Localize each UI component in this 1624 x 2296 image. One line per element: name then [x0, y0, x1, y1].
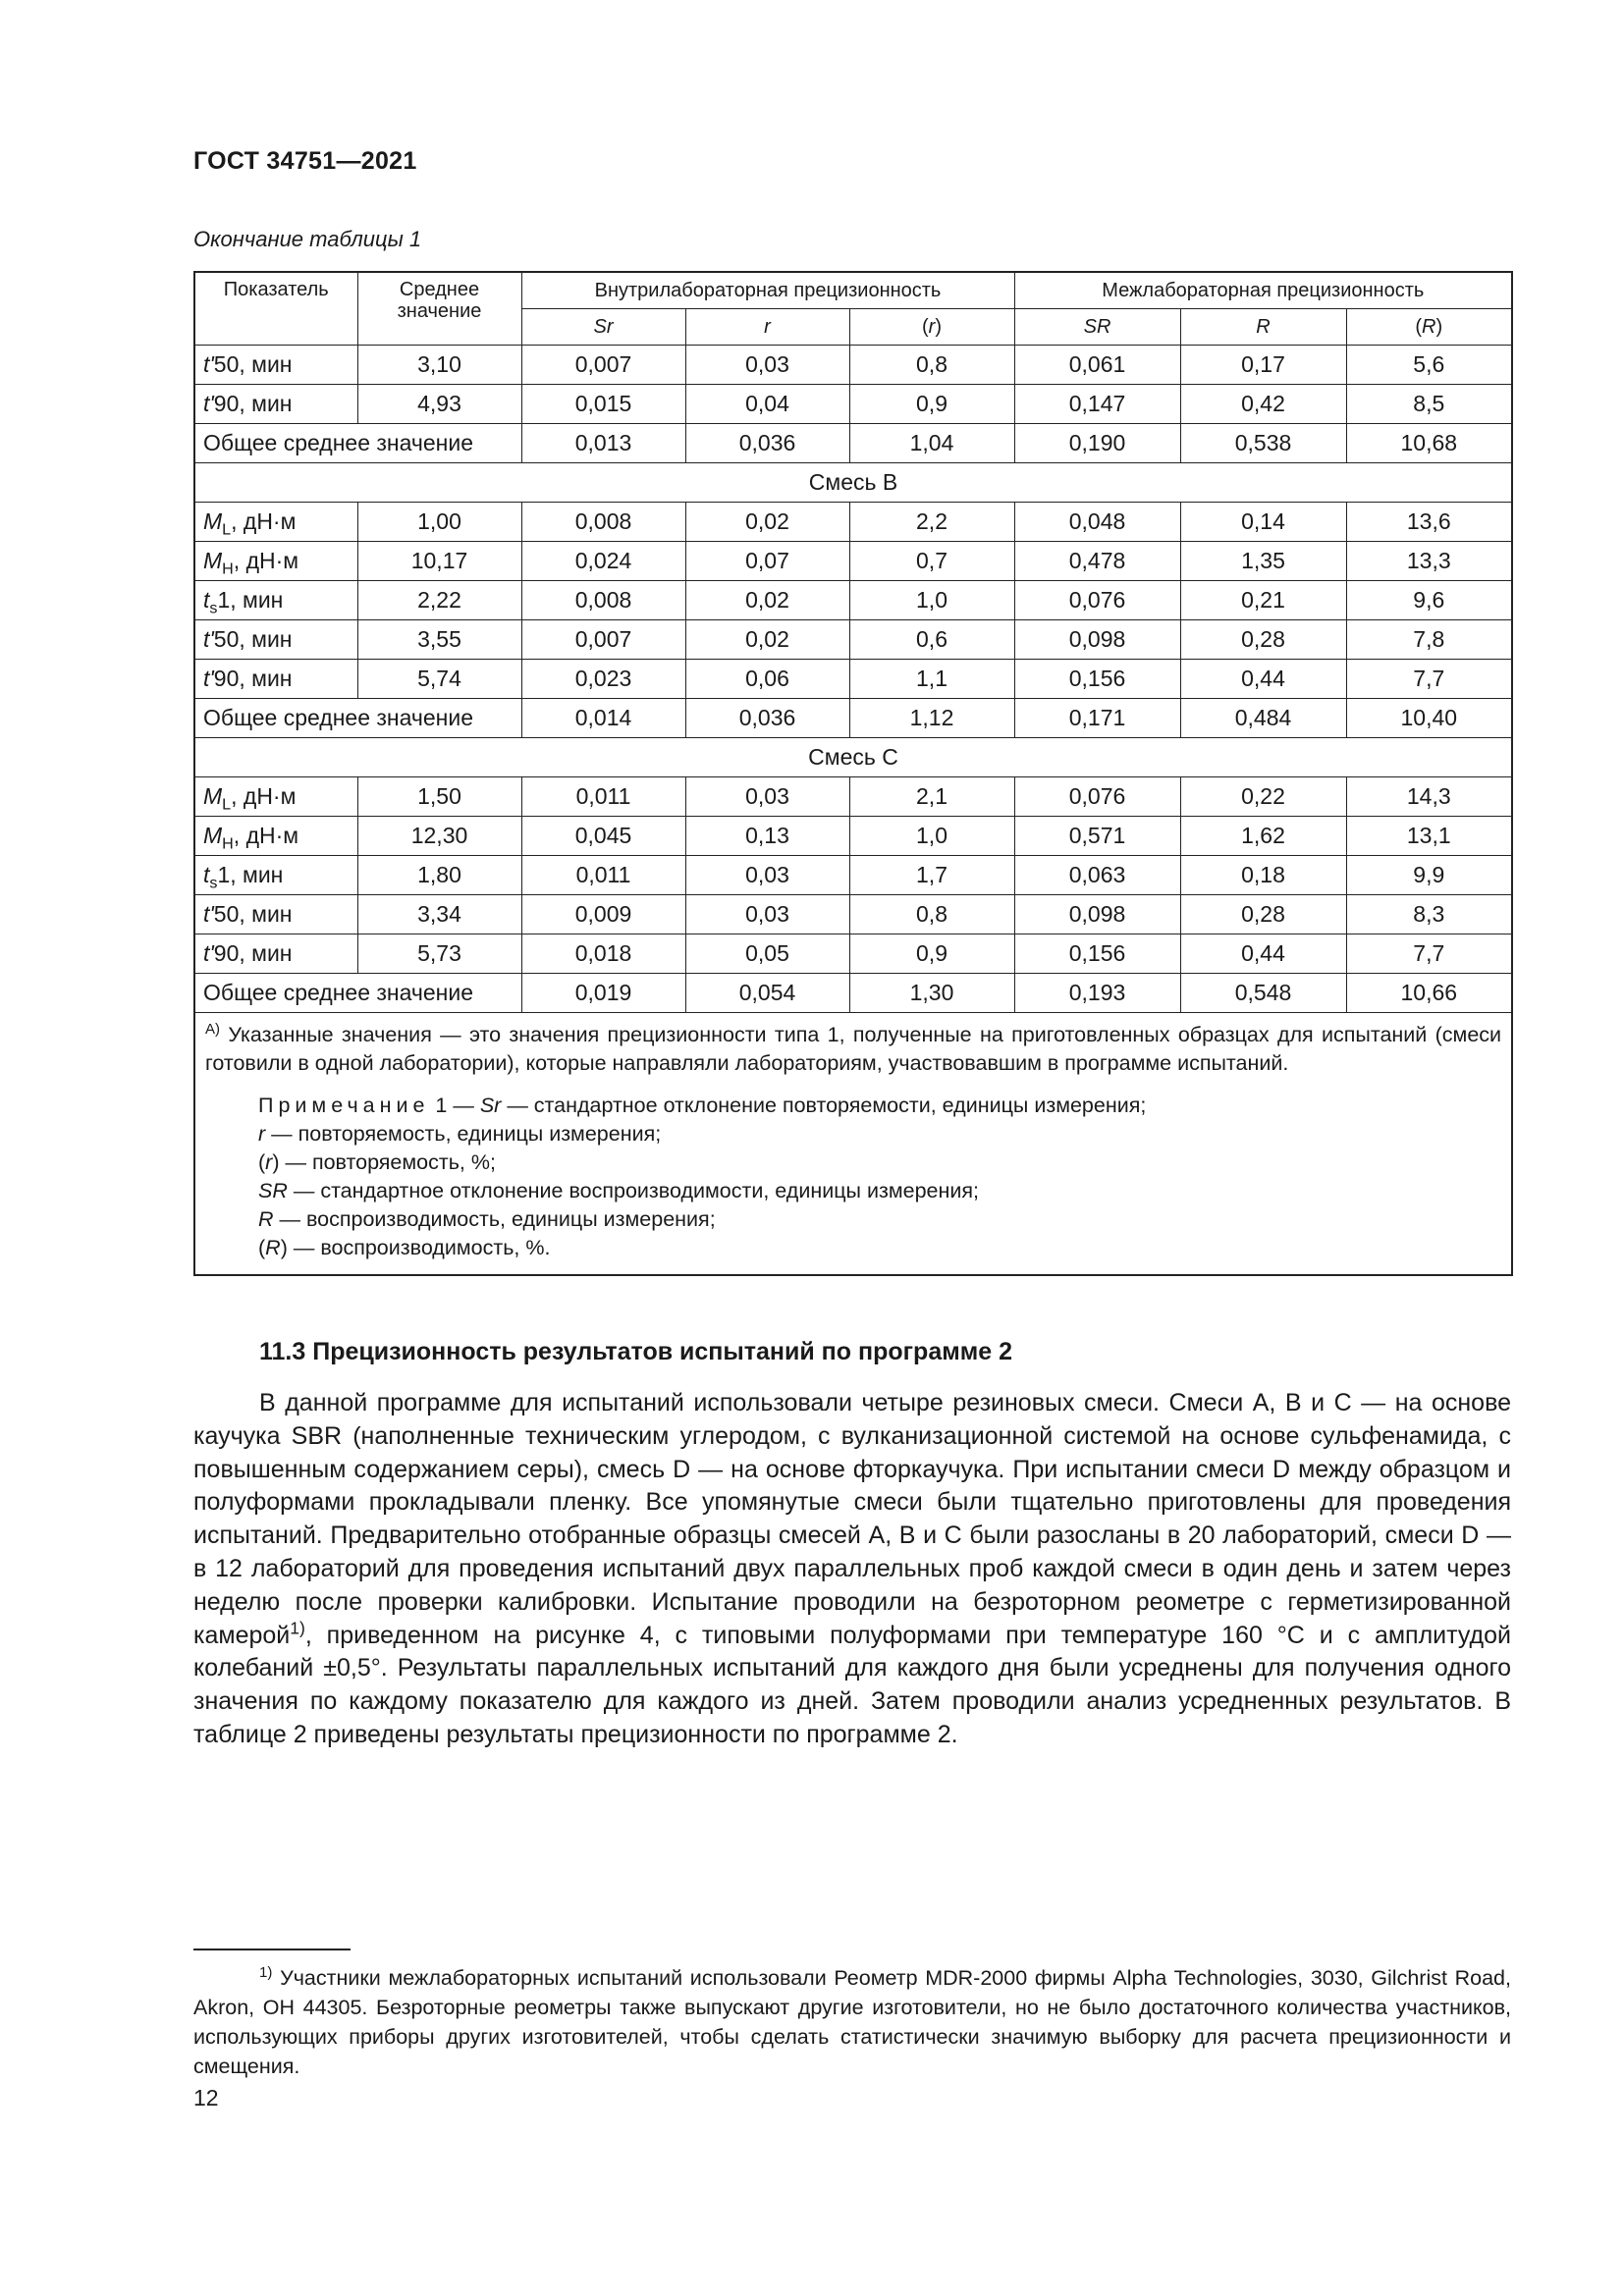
row-label-text: 90, мин [213, 666, 293, 691]
note-line-5-symbol: R [265, 1236, 281, 1259]
header-indicator: Показатель [194, 272, 357, 346]
footnote-separator [193, 1949, 351, 1950]
value-cell: 0,008 [521, 581, 685, 620]
row-label-cell [194, 777, 357, 817]
value-cell: 0,9 [849, 934, 1014, 974]
note-line-2-post: ) [272, 1150, 280, 1174]
row-label-text: 1, мин [217, 587, 284, 613]
row-label-cell [194, 660, 357, 699]
table-row [194, 777, 1512, 817]
value-cell: 13,3 [1346, 542, 1512, 581]
note-line-4-text: — воспроизводимость, единицы измерения; [273, 1207, 716, 1231]
table-row [194, 346, 1512, 385]
row-label-symbol: t [203, 587, 210, 613]
value-cell: 1,0 [849, 817, 1014, 856]
header-mean-value: Среднее значение [357, 272, 521, 346]
value-cell: 0,098 [1014, 620, 1180, 660]
value-cell: 10,66 [1346, 974, 1512, 1013]
value-cell: 0,171 [1014, 699, 1180, 738]
value-cell: 0,02 [685, 503, 849, 542]
page-footnote [193, 1963, 1511, 2081]
value-cell: 0,28 [1180, 620, 1346, 660]
value-cell: 0,04 [685, 385, 849, 424]
value-cell: 0,013 [521, 424, 685, 463]
value-cell: 8,3 [1346, 895, 1512, 934]
value-cell: 0,571 [1014, 817, 1180, 856]
row-label-symbol: t' [203, 901, 214, 927]
row-label-text: 50, мин [213, 626, 293, 652]
value-cell: 14,3 [1346, 777, 1512, 817]
value-cell: 0,014 [521, 699, 685, 738]
row-label-cell [194, 385, 357, 424]
note-line-4 [258, 1177, 1501, 1205]
paren-open: ( [922, 315, 929, 338]
value-cell: 0,18 [1180, 856, 1346, 895]
header-R [1180, 309, 1346, 346]
value-cell: 3,34 [357, 895, 521, 934]
value-cell: 8,5 [1346, 385, 1512, 424]
paren-open: ( [1415, 315, 1423, 338]
value-cell: 0,484 [1180, 699, 1346, 738]
value-cell: 10,40 [1346, 699, 1512, 738]
note-line-2 [258, 1120, 1501, 1148]
note-line-2-text: — повторяемость, %; [279, 1150, 496, 1174]
value-cell: 10,68 [1346, 424, 1512, 463]
value-cell: 0,193 [1014, 974, 1180, 1013]
note-line-1-text: — повторяемость, единицы измерения; [265, 1122, 662, 1146]
table-row [194, 385, 1512, 424]
row-label-cell [194, 934, 357, 974]
value-cell: 0,007 [521, 346, 685, 385]
row-label-symbol: t [203, 862, 210, 887]
note-line-3-text: — стандартное отклонение воспроизводимости, единицы измерения; [287, 1179, 979, 1202]
row-label-text: , дН·м [233, 823, 299, 848]
table-body [194, 346, 1512, 1013]
value-cell: 1,62 [1180, 817, 1346, 856]
value-cell: 0,02 [685, 620, 849, 660]
table-row [194, 660, 1512, 699]
value-cell: 0,13 [685, 817, 849, 856]
note-line-3 [258, 1148, 1501, 1177]
value-cell: 1,7 [849, 856, 1014, 895]
row-label-cell [194, 817, 357, 856]
value-cell: 2,2 [849, 503, 1014, 542]
note-line-1 [258, 1092, 1501, 1120]
table-caption: Окончание таблицы 1 [193, 227, 422, 251]
table-row [194, 542, 1512, 581]
value-cell: 0,007 [521, 620, 685, 660]
footnote-reference[interactable]: 1) [290, 1618, 305, 1638]
value-cell: 13,1 [1346, 817, 1512, 856]
row-label-symbol: M [203, 508, 223, 534]
header-r-percent [849, 309, 1014, 346]
paragraph-part-2: , приведенном на рисунке 4, с типовыми полуформами при температуре 160 °C и с амплитудой колебаний ±0,5°. Результаты параллельных испытаний для каждого дня были усреднены для получения одного значения по каждому показателю для каждого из дней. Затем проводили анализ усредненных результатов. В таблице 2 приведены результаты прецизионности по программе 2. [193, 1621, 1511, 1748]
table-row [194, 934, 1512, 974]
section-heading: 11.3 Прецизионность результатов испытаний по программе 2 [259, 1338, 1012, 1365]
table-row [194, 581, 1512, 620]
value-cell: 0,147 [1014, 385, 1180, 424]
row-label-text: 90, мин [213, 391, 293, 416]
row-label-subscript: s [209, 874, 218, 892]
header-r [685, 309, 849, 346]
header-r-percent-symbol: r [928, 315, 936, 338]
row-label-text: 50, мин [213, 351, 293, 377]
header-intralab-precision: Внутрилабораторная прецизионность [521, 272, 1014, 309]
value-cell: 5,74 [357, 660, 521, 699]
precision-table [193, 271, 1513, 1276]
value-cell: 0,063 [1014, 856, 1180, 895]
value-cell: 1,1 [849, 660, 1014, 699]
note-line-0-text: — стандартное отклонение повторяемости, единицы измерения; [501, 1094, 1147, 1117]
value-cell: 0,019 [521, 974, 685, 1013]
value-cell: 0,05 [685, 934, 849, 974]
value-cell: 0,024 [521, 542, 685, 581]
value-cell: 0,02 [685, 581, 849, 620]
table-footnote-a [205, 1021, 1501, 1078]
row-label-subscript: H [222, 560, 234, 578]
value-cell: 0,17 [1180, 346, 1346, 385]
value-cell: 2,22 [357, 581, 521, 620]
value-cell: 0,054 [685, 974, 849, 1013]
header-SR [1014, 309, 1180, 346]
value-cell: 0,061 [1014, 346, 1180, 385]
footnote-text: Участники межлабораторных испытаний использовали Реометр MDR-2000 фирмы Alpha Technologies, 3030, Gilchrist Road, Akron, OH 44305. Безроторные реометры также выпускают другие изготовители, но не было достаточного количества участников, использующих приборы других изготовителей, чтобы сделать статистически значимую выборку для расчета прецизионности и смещения. [193, 1966, 1511, 2078]
note-line-5-text: — воспроизводимость, %. [287, 1236, 551, 1259]
value-cell: 7,7 [1346, 660, 1512, 699]
value-cell: 0,015 [521, 385, 685, 424]
note-line-5-pre: ( [258, 1236, 266, 1259]
value-cell: 0,008 [521, 503, 685, 542]
value-cell: 0,478 [1014, 542, 1180, 581]
paragraph-part-1: В данной программе для испытаний использовали четыре резиновых смеси. Смеси A, B и C — на основе каучука SBR (наполненные техническим углеродом, с вулканизационной системой на основе сульфенамида, с повышенным содержанием серы), смесь D — на основе фторкаучука. При испытании смеси D между образцом и полуформами прокладывали пленку. Все упомянутые смеси были тщательно приготовлены для проведения испытаний. Предварительно отобранные образцы смесей A, B и C были разосланы в 20 лабораторий, смеси D — в 12 лабораторий для проведения испытаний двух параллельных проб каждой смеси в один день и затем через неделю после проверки калибровки. Испытание проводили на безроторном реометре с герметизированной камерой [193, 1389, 1511, 1649]
value-cell: 0,9 [849, 385, 1014, 424]
row-label-symbol: t' [203, 351, 214, 377]
section-title-cell: Смесь C [194, 738, 1512, 777]
row-label-cell [194, 346, 357, 385]
value-cell: 1,35 [1180, 542, 1346, 581]
table-row-total [194, 974, 1512, 1013]
note-line-1-symbol: r [258, 1122, 266, 1146]
value-cell: 3,55 [357, 620, 521, 660]
value-cell: 0,045 [521, 817, 685, 856]
row-label-cell [194, 503, 357, 542]
row-label-subscript: s [209, 599, 218, 617]
note-line-6 [258, 1234, 1501, 1262]
document-header: ГОСТ 34751—2021 [193, 147, 417, 175]
note-line-2-symbol: r [265, 1150, 273, 1174]
value-cell: 0,03 [685, 856, 849, 895]
value-cell: 3,10 [357, 346, 521, 385]
row-label-cell [194, 620, 357, 660]
table-row [194, 620, 1512, 660]
table-row [194, 895, 1512, 934]
section-paragraph [193, 1387, 1511, 1752]
row-label-symbol: M [203, 548, 223, 573]
row-label-text: 1, мин [217, 862, 284, 887]
footnote-a-text: Указанные значения — это значения прецизионности типа 1, полученные на приготовленных образцах для испытаний (смеси готовили в одной лаборатории), которые направляли лабораториям, участвовавшим в программе испытаний. [205, 1023, 1502, 1075]
value-cell: 13,6 [1346, 503, 1512, 542]
value-cell: 0,036 [685, 424, 849, 463]
value-cell: 12,30 [357, 817, 521, 856]
value-cell: 1,80 [357, 856, 521, 895]
value-cell: 7,7 [1346, 934, 1512, 974]
value-cell: 1,50 [357, 777, 521, 817]
footnote-a-mark: A) [205, 1020, 221, 1038]
value-cell: 0,44 [1180, 934, 1346, 974]
value-cell: 0,156 [1014, 660, 1180, 699]
value-cell: 0,8 [849, 346, 1014, 385]
value-cell: 0,42 [1180, 385, 1346, 424]
value-cell: 0,011 [521, 777, 685, 817]
row-label-cell [194, 895, 357, 934]
value-cell: 7,8 [1346, 620, 1512, 660]
note-line-5-post: ) [280, 1236, 288, 1259]
value-cell: 1,0 [849, 581, 1014, 620]
note-line-0-symbol: Sr [479, 1094, 502, 1117]
value-cell: 0,076 [1014, 777, 1180, 817]
value-cell: 0,076 [1014, 581, 1180, 620]
value-cell: 5,73 [357, 934, 521, 974]
table-section-row [194, 463, 1512, 503]
value-cell: 1,00 [357, 503, 521, 542]
value-cell: 1,12 [849, 699, 1014, 738]
row-label-symbol: t' [203, 391, 214, 416]
value-cell: 0,28 [1180, 895, 1346, 934]
header-R-percent [1346, 309, 1512, 346]
table-row [194, 817, 1512, 856]
total-label-cell: Общее среднее значение [194, 424, 521, 463]
value-cell: 0,7 [849, 542, 1014, 581]
table-section-row [194, 738, 1512, 777]
header-sr [521, 309, 685, 346]
row-label-symbol: t' [203, 626, 214, 652]
value-cell: 2,1 [849, 777, 1014, 817]
table-row [194, 503, 1512, 542]
row-label-text: , дН·м [233, 548, 299, 573]
row-label-text: 50, мин [213, 901, 293, 927]
value-cell: 4,93 [357, 385, 521, 424]
header-R-percent-symbol: R [1422, 315, 1436, 338]
value-cell: 0,44 [1180, 660, 1346, 699]
row-label-symbol: t' [203, 666, 214, 691]
value-cell: 0,023 [521, 660, 685, 699]
value-cell: 0,8 [849, 895, 1014, 934]
row-label-text: , дН·м [231, 783, 297, 809]
note-line-2-pre: ( [258, 1150, 266, 1174]
row-label-subscript: L [222, 795, 232, 814]
value-cell: 9,9 [1346, 856, 1512, 895]
section-title-cell: Смесь B [194, 463, 1512, 503]
row-label-symbol: M [203, 823, 223, 848]
value-cell: 0,009 [521, 895, 685, 934]
value-cell: 0,14 [1180, 503, 1346, 542]
header-interlab-precision: Межлабораторная прецизионность [1014, 272, 1512, 309]
value-cell: 0,07 [685, 542, 849, 581]
value-cell: 0,548 [1180, 974, 1346, 1013]
row-label-symbol: t' [203, 940, 214, 966]
row-label-subscript: L [222, 520, 232, 539]
header-SR-symbol: SR [1083, 315, 1111, 338]
value-cell: 0,190 [1014, 424, 1180, 463]
value-cell: 0,06 [685, 660, 849, 699]
row-label-cell [194, 542, 357, 581]
row-label-text: , дН·м [231, 508, 297, 534]
value-cell: 5,6 [1346, 346, 1512, 385]
table-row [194, 856, 1512, 895]
header-r-symbol: r [764, 315, 771, 338]
note-label: Примечание [258, 1094, 430, 1117]
value-cell: 1,30 [849, 974, 1014, 1013]
value-cell: 0,036 [685, 699, 849, 738]
row-label-subscript: H [222, 834, 234, 853]
header-R-symbol: R [1256, 315, 1271, 338]
row-label-symbol: M [203, 783, 223, 809]
value-cell: 0,048 [1014, 503, 1180, 542]
note-line-3-symbol: SR [258, 1179, 288, 1202]
table-footnote-cell [194, 1013, 1512, 1276]
value-cell: 0,538 [1180, 424, 1346, 463]
value-cell: 0,22 [1180, 777, 1346, 817]
value-cell: 0,03 [685, 346, 849, 385]
row-label-cell [194, 581, 357, 620]
value-cell: 0,6 [849, 620, 1014, 660]
row-label-text: 90, мин [213, 940, 293, 966]
value-cell: 0,03 [685, 895, 849, 934]
header-sr-symbol: Sr [593, 315, 614, 338]
value-cell: 0,21 [1180, 581, 1346, 620]
total-label-cell: Общее среднее значение [194, 699, 521, 738]
value-cell: 0,03 [685, 777, 849, 817]
note-line-4-symbol: R [258, 1207, 274, 1231]
value-cell: 1,04 [849, 424, 1014, 463]
value-cell: 0,011 [521, 856, 685, 895]
value-cell: 10,17 [357, 542, 521, 581]
value-cell: 9,6 [1346, 581, 1512, 620]
paren-close: ) [935, 315, 943, 338]
table-row-total [194, 424, 1512, 463]
footnote-mark: 1) [259, 1963, 273, 1981]
total-label-cell: Общее среднее значение [194, 974, 521, 1013]
page-number: 12 [193, 2085, 219, 2110]
paren-close: ) [1435, 315, 1443, 338]
row-label-cell [194, 856, 357, 895]
table-note [205, 1092, 1501, 1262]
note-number: 1 — [429, 1094, 480, 1117]
value-cell: 0,156 [1014, 934, 1180, 974]
note-line-5 [258, 1205, 1501, 1234]
value-cell: 0,018 [521, 934, 685, 974]
value-cell: 0,098 [1014, 895, 1180, 934]
table-row-total [194, 699, 1512, 738]
